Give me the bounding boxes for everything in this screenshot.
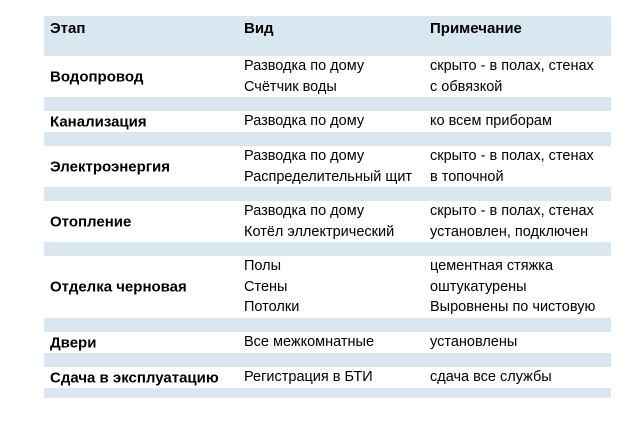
kind-cell (244, 332, 374, 353)
stage-name: Канализация (50, 113, 147, 130)
row-separator (44, 187, 611, 201)
kind-cell (244, 201, 394, 242)
kind-cell (244, 111, 364, 132)
stage-name: Отопление (50, 213, 132, 230)
kind-line: Полы (244, 258, 282, 274)
note-cell (430, 201, 594, 242)
kind-cell (244, 256, 299, 318)
stage-name: Двери (50, 334, 97, 351)
note-cell (430, 256, 595, 318)
note-cell (430, 367, 552, 388)
stages-table (44, 16, 611, 398)
kind-line: Регистрация в БТИ (244, 369, 373, 385)
table-row (44, 332, 611, 353)
kind-line: Котёл эллектрический (244, 223, 395, 240)
kind-line: Распределительный щит (244, 168, 413, 185)
table-row (44, 256, 611, 318)
note-cell (430, 332, 517, 353)
table-row (44, 201, 611, 242)
row-separator (44, 388, 611, 398)
row-separator (44, 132, 611, 146)
note-line: скрыто - в полах, стенах (430, 148, 594, 164)
kind-line: Разводка по дому (244, 148, 365, 164)
kind-line: Потолки (244, 299, 300, 315)
note-line: установлены (430, 334, 518, 350)
stage-name: Электроэнергия (50, 158, 171, 175)
row-separator (44, 42, 611, 56)
kind-line: Разводка по дому (244, 58, 365, 74)
note-line: с обвязкой (430, 78, 503, 95)
note-line: в топочной (430, 168, 504, 185)
table-row (44, 146, 611, 187)
note-line: Выровнены по чистовую (430, 299, 596, 315)
note-line: ко всем приборам (430, 113, 552, 129)
stage-name: Отделка черновая (50, 278, 187, 296)
row-separator (44, 242, 611, 256)
kind-line: Разводка по дому (244, 203, 365, 219)
kind-line: Счётчик воды (244, 78, 337, 95)
table-header (44, 16, 611, 42)
row-separator (44, 353, 611, 367)
row-separator (44, 318, 611, 332)
kind-cell (244, 367, 373, 388)
note-line: сдача все службы (430, 369, 552, 385)
kind-line: Стены (244, 278, 288, 295)
header-kind: Вид (244, 20, 274, 37)
header-stage: Этап (50, 20, 86, 37)
table-row (44, 56, 611, 97)
note-line: оштукатурены (430, 278, 527, 295)
row-separator (44, 97, 611, 111)
note-line: скрыто - в полах, стенах (430, 203, 594, 219)
header-note: Примечание (430, 20, 522, 37)
note-line: скрыто - в полах, стенах (430, 58, 594, 74)
table-row (44, 111, 611, 132)
note-cell (430, 111, 552, 132)
note-line: установлен, подключен (430, 223, 589, 240)
kind-line: Все межкомнатные (244, 334, 375, 350)
note-cell (430, 146, 594, 187)
note-cell (430, 56, 594, 97)
kind-cell (244, 146, 412, 187)
note-line: цементная стяжка (430, 258, 554, 274)
stage-name: Водопровод (50, 68, 144, 85)
kind-cell (244, 56, 364, 97)
table-row (44, 367, 611, 388)
kind-line: Разводка по дому (244, 113, 365, 129)
stage-name: Сдача в эксплуатацию (50, 369, 219, 386)
